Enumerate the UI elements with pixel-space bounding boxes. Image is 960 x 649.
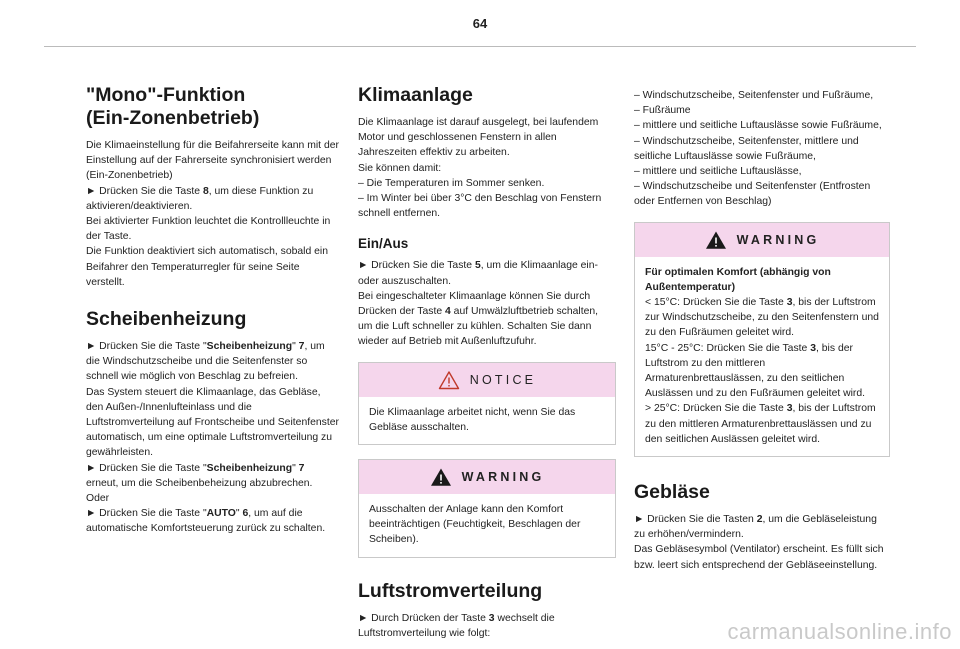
notice-box-header xyxy=(359,363,615,397)
comfort-warning-heading: Für optimalen Komfort (abhängig von Außentemperatur) xyxy=(645,266,831,293)
warning-title: WARNING xyxy=(461,470,545,485)
distribution-list-item: – Windschutzscheibe, Seitenfenster und Fußräume, xyxy=(634,90,874,101)
comfort-warning-line-2: 15°C - 25°C: Drücken Sie die Taste 3, bis der Luftstrom zu den mittleren Armaturenbrettauslässen, zu den seitlichen Auslässen und zu den Fußräumen geleitet wird. xyxy=(645,342,866,400)
blower-paragraph-1: ► Drücken Sie die Tasten 2, um die Gebläseleistung zu erhöhen/vermindern. xyxy=(634,514,877,541)
distribution-list-item: – Fußräume xyxy=(634,105,691,117)
heating-paragraph-1: ► Drücken Sie die Taste "Scheibenheizung" 7, um die Windschutzscheibe und die Seitenfenster so schnell wie möglich von Beschlag zu befreien. xyxy=(86,341,325,383)
distribution-list-item: – mittlere und seitliche Luftauslässe sowie Fußräume, xyxy=(634,120,882,132)
column-middle xyxy=(358,84,611,641)
mono-paragraph-2: ► Drücken Sie die Taste 8, um diese Funktion zu aktivieren/deaktivieren. xyxy=(86,185,314,212)
onoff-paragraph-1: ► Drücken Sie die Taste 5, um die Klimaanlage ein- oder auszuschalten. xyxy=(358,260,598,287)
distribution-list-item: – Windschutzscheibe, Seitenfenster, mittlere und seitliche Luftauslässe sowie Fußräume, xyxy=(634,135,859,162)
comfort-warning-line-1: < 15°C: Drücken Sie die Taste 3, bis der Luftstrom zur Windschutzscheibe, zu den Seitenfenstern und zu den Fußräumen geleitet wird. xyxy=(645,297,879,339)
mono-paragraph-4: Die Funktion deaktiviert sich automatisch, sobald ein Beifahrer den Temperaturregler für seine Seite verstellt. xyxy=(86,246,328,288)
distribution-list-item: – mittlere und seitliche Luftauslässe, xyxy=(634,166,802,178)
blower-paragraph-2: Das Gebläsesymbol (Ventilator) erscheint. Es füllt sich bzw. leert sich entsprechend der Gebläseeinstellung. xyxy=(634,544,884,571)
heading-on-off: Ein/Aus xyxy=(358,236,409,252)
mono-paragraph-3: Bei aktivierter Funktion leuchtet die Kontrollleuchte in der Taste. xyxy=(86,216,331,243)
heating-paragraph-5: ► Drücken Sie die Taste "AUTO" 6, um auf die automatische Komfortsteuerung zurück zu schalten. xyxy=(86,508,326,535)
ac-paragraph-2: Sie können damit: xyxy=(358,162,442,174)
comfort-warning-title: WARNING xyxy=(736,232,820,247)
ac-paragraph-3: – Die Temperaturen im Sommer senken. xyxy=(358,177,545,189)
heating-paragraph-3: ► Drücken Sie die Taste "Scheibenheizung" 7 erneut, um die Scheibenbeheizung abzubrechen. xyxy=(86,462,313,489)
heading-blower: Gebläse xyxy=(634,481,710,504)
comfort-warning-header xyxy=(635,223,889,257)
onoff-paragraph-2: Bei eingeschalteter Klimaanlage können Sie durch Drücken der Taste 4 auf Umwälzluftbetrieb schalten, um die Luft schneller zu kühlen. Schalten Sie dann wieder auf Betrieb mit Außenluftzufuhr. xyxy=(358,290,599,348)
notice-text: Die Klimaanlage arbeitet nicht, wenn Sie das Gebläse ausschalten. xyxy=(369,406,576,433)
warning-text: Ausschalten der Anlage kann den Komfort beeinträchtigen (Feuchtigkeit, Beschlagen der Scheiben). xyxy=(369,504,581,546)
comfort-warning-box xyxy=(634,222,890,457)
header-divider xyxy=(44,46,916,47)
heading-mono-function: "Mono"-Funktion (Ein-Zonenbetrieb) xyxy=(86,84,260,129)
heading-air-distribution: Luftstromverteilung xyxy=(358,579,543,602)
heading-windscreen-heating: Scheibenheizung xyxy=(86,308,247,331)
warning-triangle-icon xyxy=(705,230,727,250)
mono-paragraph-1: Die Klimaeinstellung für die Beifahrerseite kann mit der Einstellung auf der Fahrerseite synchronisiert werden (Ein-Zonenbetrieb) xyxy=(86,140,339,182)
watermark-text: carmanualsonline.info xyxy=(727,619,952,644)
notice-box xyxy=(358,362,616,445)
heating-paragraph-4: Oder xyxy=(86,493,110,505)
page-number: 64 xyxy=(472,16,488,31)
distribution-paragraph-1: ► Durch Drücken der Taste 3 wechselt die Luftstromverteilung wie folgt: xyxy=(358,612,555,639)
warning-box xyxy=(358,459,616,558)
notice-title: NOTICE xyxy=(469,372,537,387)
distribution-list-item: – Windschutzscheibe und Seitenfenster (Entfrosten oder Entfernen von Beschlag) xyxy=(634,181,871,208)
column-right xyxy=(634,88,887,573)
notice-triangle-icon xyxy=(438,370,460,390)
ac-paragraph-1: Die Klimaanlage ist darauf ausgelegt, bei laufendem Motor und geschlossenen Fenstern in allen Jahreszeiten effektiv zu arbeiten. xyxy=(358,117,599,159)
heading-air-conditioning: Klimaanlage xyxy=(358,84,473,106)
ac-paragraph-4: – Im Winter bei über 3°C den Beschlag von Fenstern schnell entfernen. xyxy=(358,193,602,220)
comfort-warning-line-3: > 25°C: Drücken Sie die Taste 3, bis der Luftstrom zu den mittleren Armaturenbrettauslässen und zu den seitlichen Auslässen geleitet wird. xyxy=(645,403,876,445)
heating-paragraph-2: Das System steuert die Klimaanlage, das Gebläse, den Außen-/Innenlufteinlass und die Luftstromverteilung auf Frontscheibe und Seitenfenster automatisch, um eine optimale Luftstromverteilung zu gewährleisten. xyxy=(86,386,339,459)
warning-box-header xyxy=(359,460,615,494)
column-left xyxy=(86,84,339,537)
warning-triangle-icon xyxy=(430,467,452,487)
